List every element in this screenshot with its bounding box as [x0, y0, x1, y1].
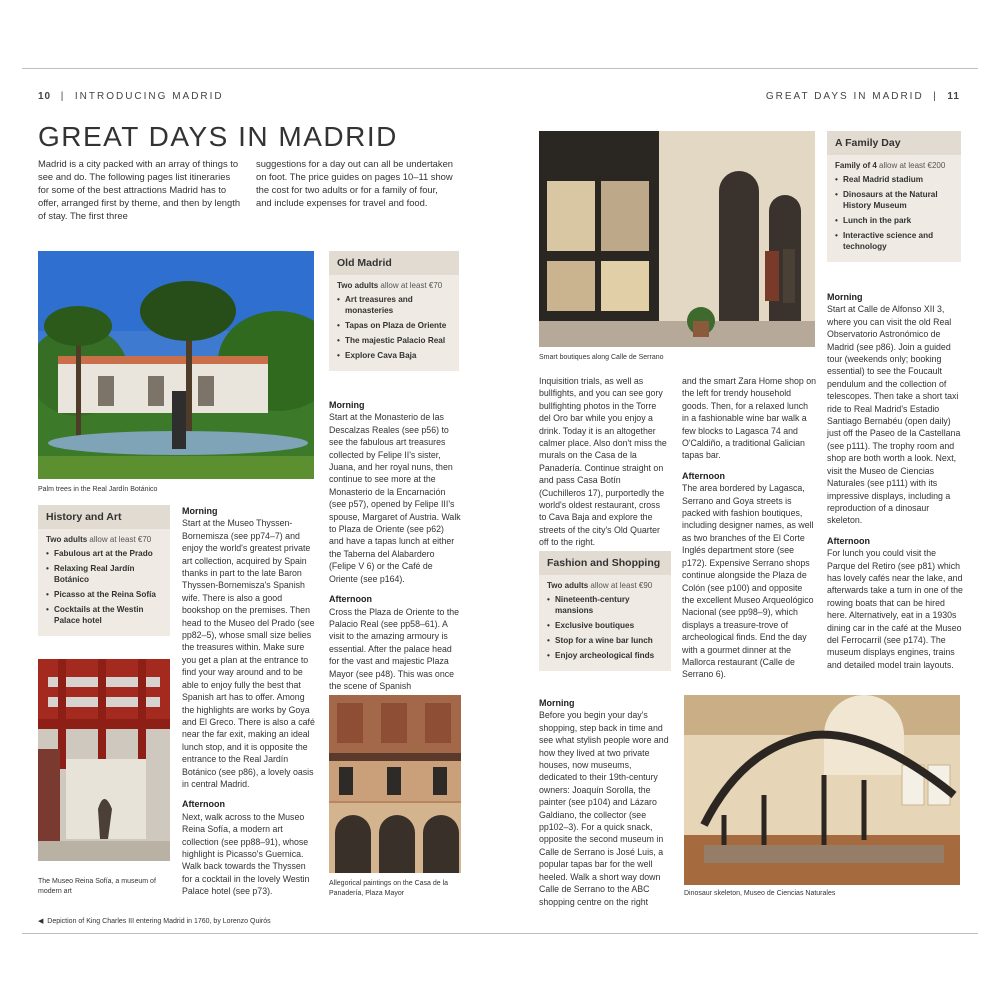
list-item: • Lunch in the park	[835, 215, 953, 226]
right-page-number: 11	[947, 91, 960, 102]
fashion-list	[539, 592, 671, 661]
footer-caption: ◀ Depiction of King Charles III entering Madrid in 1760, by Lorenzo Quirós	[38, 918, 271, 925]
old-afternoon-text: Cross the Plaza de Oriente to the Palacio Real (see pp58–61). A visit to the amazing armoury is essential. After the palace head for the vast and majestic Plaza Mayor (see p48). This was once the scene of Spanish	[329, 606, 460, 691]
fashion-morning-heading: Morning	[539, 698, 575, 708]
left-running-head: INTRODUCING MADRID	[74, 91, 224, 102]
family-afternoon-heading: Afternoon	[827, 535, 870, 546]
fashion-morning	[539, 697, 671, 908]
family-morning-text: Start at Calle de Alfonso XII 3, where you can visit the old Real Observatorio Astronómico de Madrid (see p86). Join a guided tour (weekends only; booking essential) to see the Foucault pendulum and the collection of telescopes. Then take a short taxi ride to Real Madrid's Estadio Santiago Bernabéu (open daily) just off the Paseo de la Castellana (see p111). The trophy room and shop are both worth a look. Next, visit the Museo de Ciencias Naturales (see p111) with its impressive displays, including a reproduction of a dinosaur skeleton.	[827, 304, 961, 526]
history-art-title: History and Art	[38, 505, 170, 529]
caption-dino: Dinosaur skeleton, Museo de Ciencias Naturales	[684, 890, 836, 897]
family-box	[827, 131, 961, 262]
left-page-number: 10	[38, 91, 52, 102]
photo-palm-trees	[38, 251, 314, 479]
photo-casa-panaderia	[329, 695, 461, 873]
caption-palm: Palm trees in the Real Jardín Botánico	[38, 486, 158, 493]
caption-serrano: Smart boutiques along Calle de Serrano	[539, 354, 664, 361]
list-item: • Stop for a wine bar lunch	[547, 635, 663, 646]
fashion-afternoon-text: The area bordered by Lagasca, Serrano and Goya streets is packed with fashion boutiques, including designer names, as well as two branches of the El Corte Inglés department store (see p172). Expensive Serrano shops continue alongside the Plaza de Colón (see p100) and opposite the excellent Museo Arqueológico Nacional (see pp98–9), which displays a treasure-trove of archeological finds. End the day with a gourmet dinner at the Mallorca restaurant (Calle de Serrano 6).	[682, 483, 814, 680]
caption-casa: Allegorical paintings on the Casa de la Panadería, Plaza Mayor	[329, 880, 449, 897]
family-title: A Family Day	[827, 131, 961, 155]
fashion-lunch-text: and the smart Zara Home shop on the left for trendy household goods. Then, for a relaxed lunch in a fashionable wine bar walk a few blocks to Lagasca 74 and O'Caldiño, a traditional Galician tapas bar.	[682, 376, 816, 461]
list-item: • Exclusive boutiques	[547, 620, 663, 631]
old-madrid-text	[329, 399, 461, 692]
history-afternoon-text: Next, walk across to the Museo Reina Sofía, a modern art collection (see pp88–91), whose highlight is Picasso's Guernica. Walk back towards the Thyssen for a cocktail in the lovely Westin Palace hotel (see p73).	[182, 811, 310, 897]
list-item: • Enjoy archeological finds	[547, 650, 663, 661]
old-morning-heading: Morning	[329, 400, 365, 410]
family-cost: Family of 4 allow at least €200	[835, 161, 946, 170]
old-afternoon-heading: Afternoon	[329, 594, 372, 605]
right-running-head: GREAT DAYS IN MADRID	[765, 91, 924, 102]
list-item: • Nineteenth-century mansions	[547, 594, 663, 616]
fashion-cost: Two adults allow at least €90	[547, 581, 653, 590]
list-item: • Tapas on Plaza de Oriente	[337, 320, 451, 331]
left-folio	[38, 91, 224, 102]
old-madrid-continued: Inquisition trials, as well as bullfights, and you can see gory bullfighting photos in the Torre del Oro bar while you enjoy a drink. Today it is an altogether calmer place. Also don't miss the murals on the Casa de la Panadería. Continue straight on and pass Casa Botín (Cuchilleros 17), purportedly the world's oldest restaurant, cross to Cava Baja and explore the streets of the city's Old Quarter off to the right.	[539, 376, 667, 548]
list-item: • Relaxing Real Jardín Botánico	[46, 563, 162, 585]
left-arrow-icon: ◀	[38, 918, 44, 925]
photo-reina-sofia	[38, 659, 170, 861]
family-morning-heading: Morning	[827, 292, 863, 302]
fashion-box	[539, 551, 671, 671]
old-madrid-box	[329, 251, 459, 371]
family-text	[827, 291, 963, 671]
intro-col-2: suggestions for a day out can all be undertaken on foot. The price guides on pages 10–11 show the cost for two adults or for a family of four, and include expenses for travel and food.	[256, 158, 454, 208]
old-morning-text: Start at the Monasterio de las Descalzas Reales (see p56) to see the fabulous art treasures collected by Felipe II's sister, Juana, and her royal nuns, then continue to see more at the Monasterio de la Encarnación (see p57), opened by Felipe III's spouse, Margaret of Austria. Walk to Plaza de Oriente (see p62) and have a tapas lunch at either the Taberna del Alabardero (Felipe V 6) or the Café de Oriente (see p164).	[329, 412, 461, 584]
history-art-text	[182, 505, 316, 898]
caption-reina: The Museo Reina Sofía, a museum of modern art	[38, 878, 156, 895]
fashion-afternoon-heading: Afternoon	[682, 470, 725, 481]
right-folio	[766, 91, 960, 102]
list-item: • Real Madrid stadium	[835, 174, 953, 185]
old-madrid-title: Old Madrid	[329, 251, 459, 275]
history-art-cost: Two adults allow at least €70	[46, 535, 152, 544]
intro-col-1: Madrid is a city packed with an array of things to see and do. The following pages list itineraries for some of the best attractions Madrid has to offer, arranged first by theme, and then by length of stay. The first three	[38, 158, 241, 221]
history-morning-text: Start at the Museo Thyssen-Bornemisza (see pp74–7) and enjoy the world's greatest private art collection, acquired by Spain thanks in part to the late Baron Thyssen-Bornemisza's Spanish wife. There is also a good bookshop on the premises. Then head to the Museo del Prado (see pp82–5), whose small size belies the treasures within. Make sure you get a plan at the entrance to find your way around and to be able to enjoy fully the best that Spanish art has to offer. Among the highlights are works by Goya and El Greco. There is also a café near the far exit, making an ideal lunch stop, and it is opposite the entrance to the Real Jardín Botánico (see p86), a lovely oasis in central Madrid.	[182, 518, 315, 789]
history-art-box	[38, 505, 170, 636]
history-afternoon-heading: Afternoon	[182, 799, 225, 810]
right-folio-separator: |	[933, 91, 938, 102]
history-morning-heading: Morning	[182, 506, 218, 516]
photo-dinosaur	[684, 695, 960, 885]
fashion-text-col2	[682, 375, 816, 681]
list-item: • Interactive science and technology	[835, 230, 953, 252]
family-afternoon-text: For lunch you could visit the Parque del Retiro (see p81) which has lovely cafés near the lake, and afterwards take a turn in one of the rowing boats that can be hired here. Alternatively, eat in a 1930s dining car in the café at the Museo del Ferrocarril (see p174). The museum displays engines, trains and detailed model train layouts.	[827, 548, 963, 670]
list-item: • Art treasures and monasteries	[337, 294, 451, 316]
list-item: • Explore Cava Baja	[337, 350, 451, 361]
old-madrid-list	[329, 292, 459, 361]
list-item: • Dinosaurs at the Natural History Museum	[835, 189, 953, 211]
list-item: • Cocktails at the Westin Palace hotel	[46, 604, 162, 626]
list-item: • The majestic Palacio Real	[337, 335, 451, 346]
history-art-list	[38, 546, 170, 626]
family-list	[827, 172, 961, 252]
book-spread	[22, 68, 978, 934]
list-item: • Picasso at the Reina Sofía	[46, 589, 162, 600]
old-madrid-cost: Two adults allow at least €70	[337, 281, 443, 290]
left-folio-separator: |	[60, 91, 66, 102]
fashion-morning-text: Before you begin your day's shopping, step back in time and see what stylish people wore and how they lived at two private houses, now museums, dedicated to their 19th-century owners: Joaquín Sorolla, the painter (see p104) and Lázaro Galdiano, the collector (see pp102–3). For a quick snack, opposite the second museum in Calle de Serrano is José Luis, a popular tapas bar for the well heeled. Walk a short way down Calle de Serrano to the ABC shopping centre on the right	[539, 710, 669, 907]
fashion-title: Fashion and Shopping	[539, 551, 671, 575]
page-title: GREAT DAYS IN MADRID	[38, 121, 398, 152]
photo-serrano	[539, 131, 815, 347]
list-item: • Fabulous art at the Prado	[46, 548, 162, 559]
